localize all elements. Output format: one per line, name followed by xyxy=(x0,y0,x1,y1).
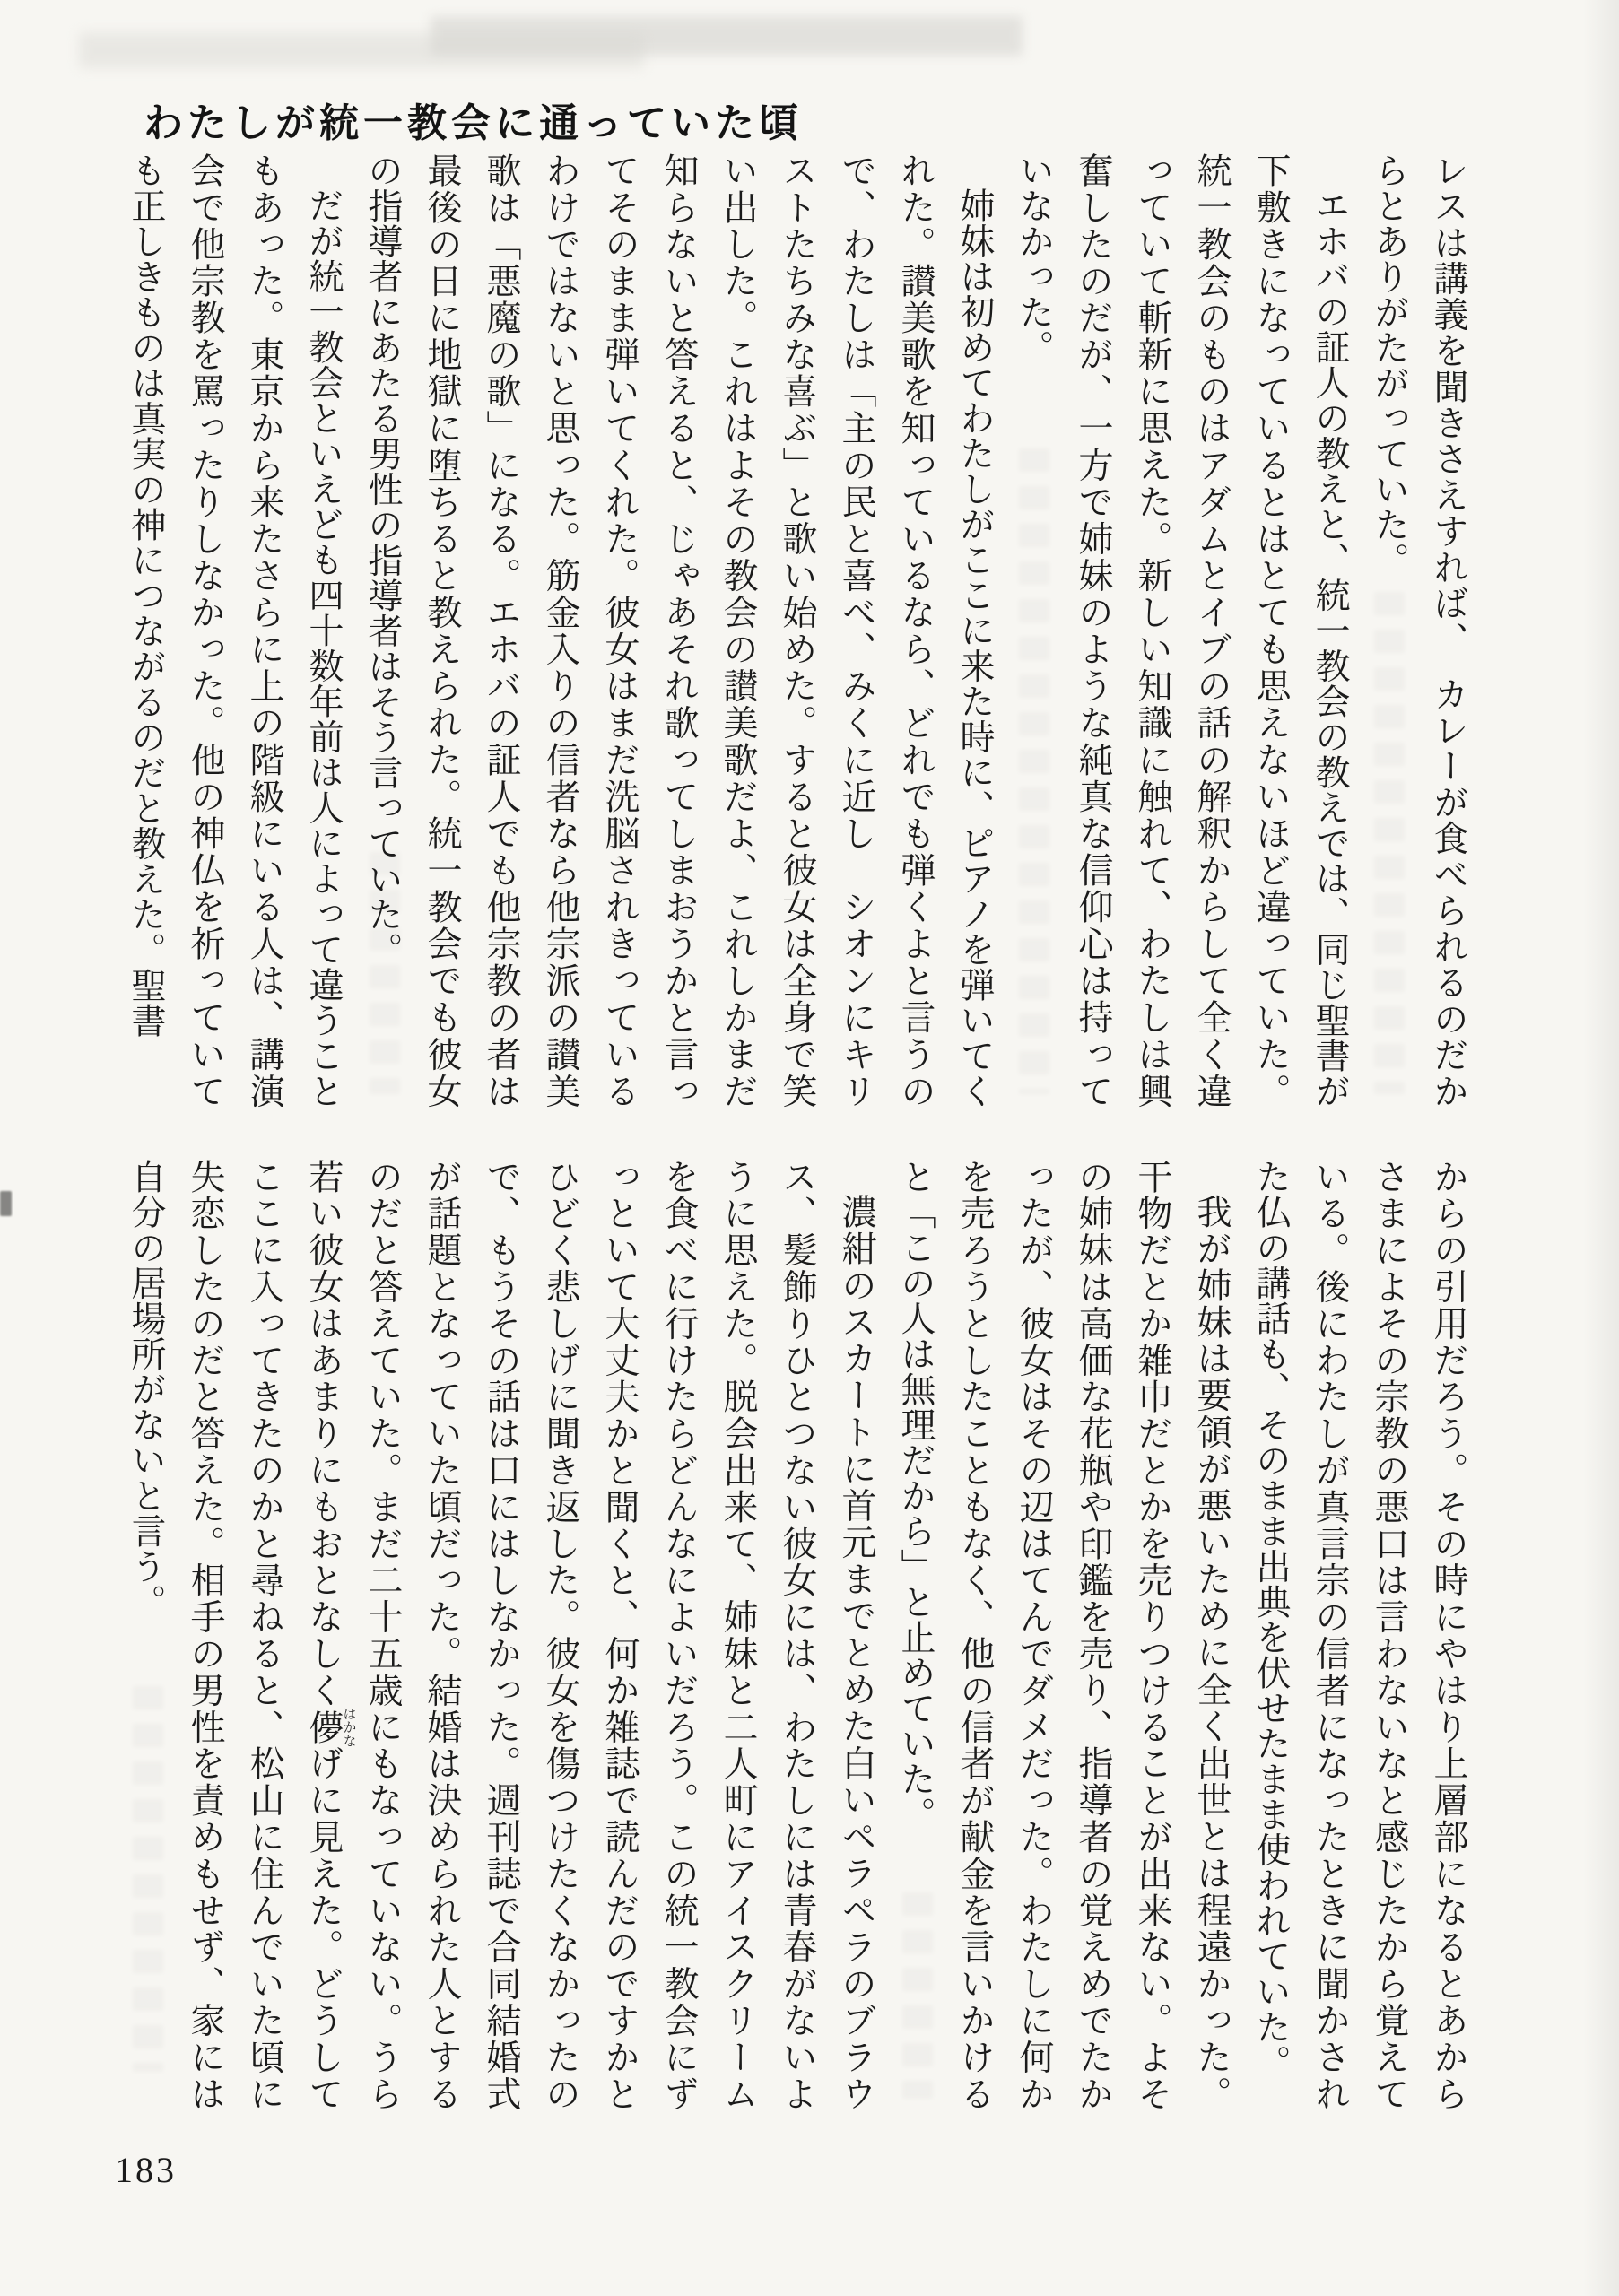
page-number: 183 xyxy=(115,2150,177,2190)
scan-artifact xyxy=(0,1191,12,1216)
paragraph: からの引用だろう。その時にやはり上層部になるとあからさまによその宗教の悪口は言わないなと感じたから覚えている。後にわたしが真言宗の信者になったときに聞かされた仏の講話も、そのまま出典を伏せたまま使われていた。 xyxy=(1251,1159,1467,2112)
paragraph: レスは講義を聞きさえすれば、 カレーが食べられるのだからとありがたがっていた。 xyxy=(1370,152,1467,1109)
paragraph: 姉妹は初めてわたしがここに来た時に、ピアノを弾いてくれた。讃美歌を知っているなら、どれでも弾くよと言うので、わたしは「主の民と喜べ、みくに近し シオンにキリストたちみな喜ぶ」と歌い始めた。すると彼女は全身で笑い出した。これはよその教会の讃美歌だよ、これしかまだ知らないと答えると、じゃあそれ歌ってしまおうかと言ってそのまま弾いてくれた。彼女はまだ洗脳されきっているわけではないと思った。筋金入りの信者なら他宗派の讃美歌は「悪魔の歌」になる。エホバの証人でも他宗教の者は最後の日に地獄に堕ちると教えられた。統一教会でも彼女の指導者にあたる男性の指導者はそう言っていた。 xyxy=(363,152,994,1109)
paragraph: エホバの証人の教えと、統一教会の教えでは、同じ聖書が下敷きになっているとはとても思えないほど違っていた。統一教会のものはアダムとイブの話の解釈からして全く違っていて斬新に思えた。新しい知識に触れて、わたしは興奮したのだが、一方で姉妹のような純真な信仰心は持っていなかった。 xyxy=(1014,152,1349,1109)
paragraph: 濃紺のスカートに首元までとめた白いペラペラのブラウス、髪飾りひとつない彼女には、わたしには青春がないように思えた。脱会出来て、姉妹と二人町にアイスクリームを食べに行けたらどんなによいだろう。この統一教会にずっといて大丈夫かと聞くと、何か雑誌で読んだのですかとひどく悲しげに聞き返した。彼女を傷つけたくなかったので、もうその話は口にはしなかった。週刊誌で合同結婚式が話題となっていた頃だった。結婚は決められた人とするのだと答えていた。まだ二十五歳にもなっていない。うら若い彼女はあまりにもおとなしく儚はかなげに見えた。どうしてここに入ってきたのかと尋ねると、松山に住んでいた頃に失恋したのだと答えた。相手の男性を責めもせず、家には自分の居場所がないと言う。 xyxy=(126,1159,875,2112)
scan-artifact xyxy=(79,32,644,68)
text-block-bottom xyxy=(116,1159,1477,2111)
scan-artifact xyxy=(431,16,1023,56)
text-block-top xyxy=(116,152,1477,1109)
paragraph: だが統一教会といえども四十数年前は人によって違うこともあった。東京から来たさらに上の階級にいる人は、講演会で他宗教を罵ったりしなかった。他の神仏を祈っていても正しきものは真実の神につながるのだと教えた。聖書 xyxy=(126,152,343,1109)
paragraph: 我が姉妹は要領が悪いために全く出世とは程遠かった。干物だとか雑巾だとかを売りつけることが出来ない。よその姉妹は高価な花瓶や印鑑を売り、指導者の覚えめでたかったが、彼女はその辺はてんでダメだった。わたしに何かを売ろうとしたこともなく、他の信者が献金を言いかけると「この人は無理だから」と止めていた。 xyxy=(896,1159,1231,2112)
page-title: わたしが統一教会に通っていた頃 xyxy=(144,101,803,146)
scan-artifact xyxy=(1583,0,1619,2296)
